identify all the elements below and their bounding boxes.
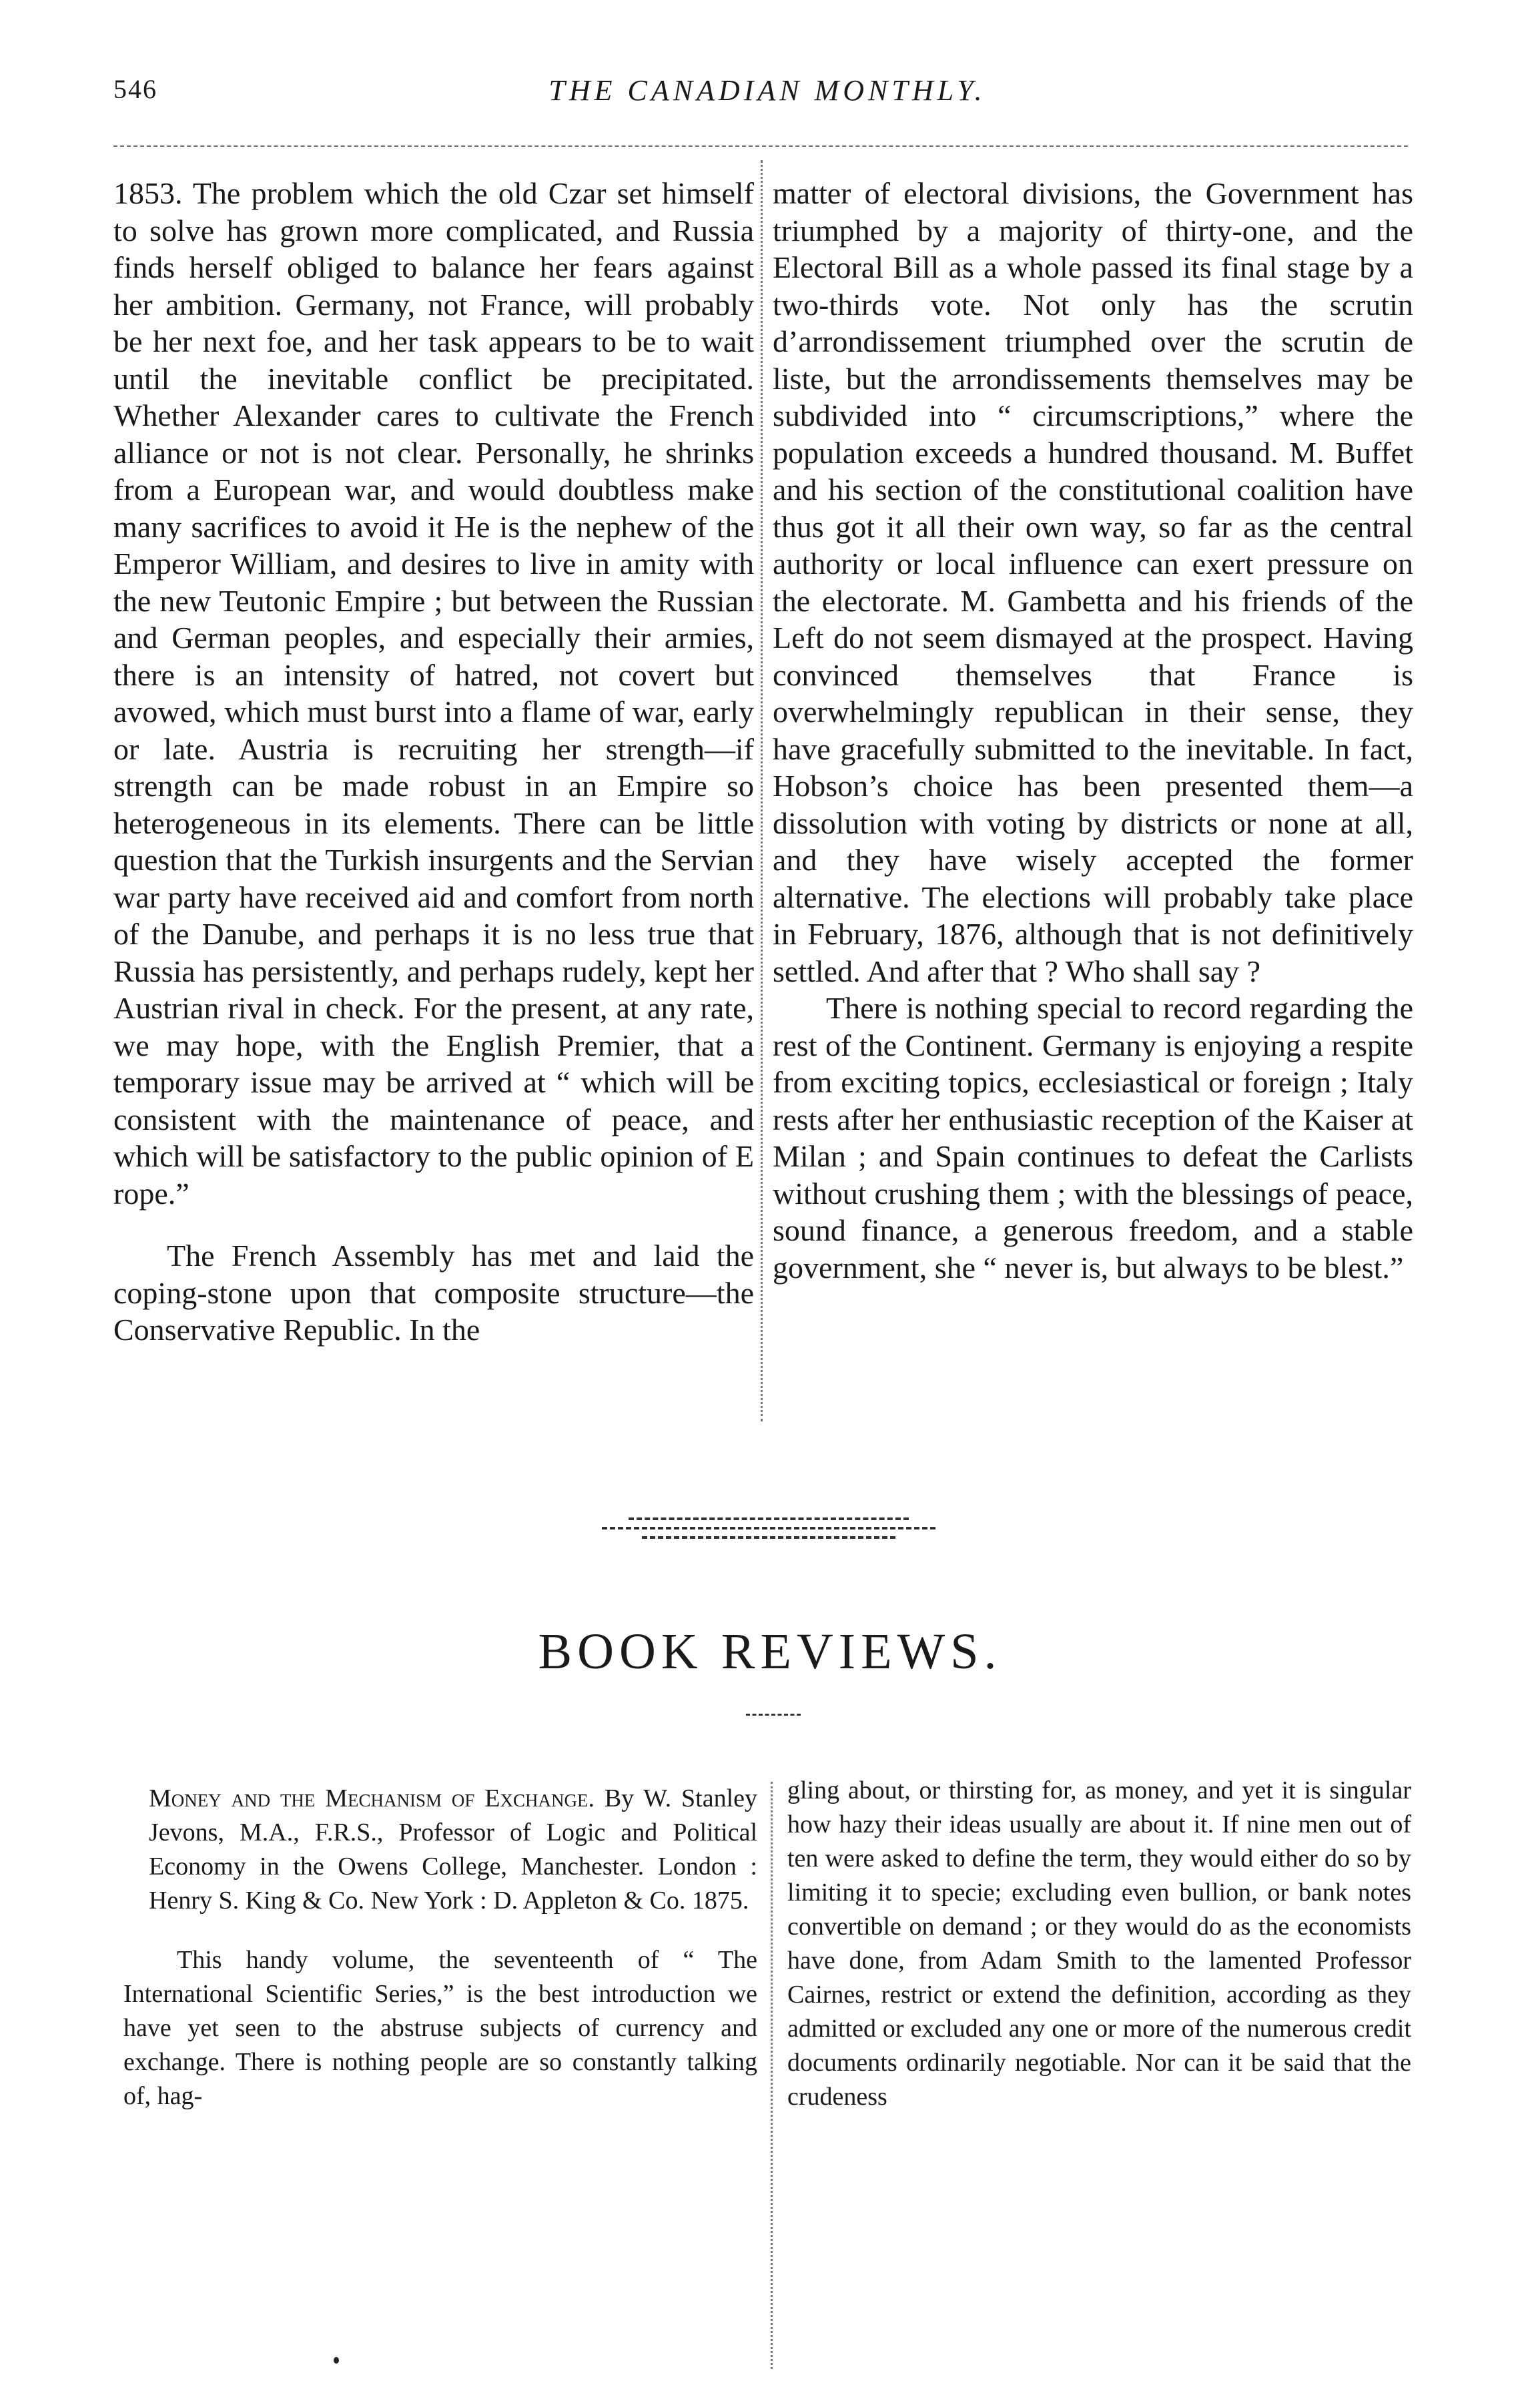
article-right-column [773, 175, 1413, 1286]
review-right-column [787, 1774, 1411, 2114]
section-title: BOOK REVIEWS. [538, 1624, 1002, 1680]
review-paragraph: gling about, or thirsting for, as money, and yet it is singular how hazy their ideas usually are about it. If nine men out of ten were asked to define the term, they would either do so by limiting it to specie; excluding even bullion, or bank notes convertible on demand ; or they would do as the economists have done, from Adam Smith to the lamented Professor Cairnes, restrict or extend the definition, according as they admitted or excluded any one or more of the numerous credit documents ordinarily negotiable. Nor can it be said that the crudeness [787, 1776, 1411, 2111]
article-paragraph: There is nothing special to record regarding the rest of the Continent. Germany is enjoying a respite from exciting topics, ecclesiastical or foreign ; Italy rests after her enthusiastic reception of the Kaiser at Milan ; and Spain continues to defeat the Carlists without crushing them ; with the blessings of peace, sound finance, a generous freedom, and a stable government, she “ never is, but always to be blest.” [773, 991, 1413, 1285]
review-heading: Money and the Mechanism of Exchange. [149, 1784, 595, 1812]
review-entry [123, 1782, 757, 1918]
page-number: 546 [113, 74, 157, 104]
page-header [113, 73, 1421, 127]
review-left-column [123, 1782, 757, 2113]
article-paragraph: matter of electoral divisions, the Government has triumphed by a majority of thirty-one, and the Electoral Bill as a whole passed its final stage by a two-thirds vote. Not only has the scrutin d’arrondissement triumphed over the scrutin de liste, but the arrondissements themselves may be subdivided into “ circumscriptions,” where the population exceeds a hundred thousand. M. Buffet and his section of the constitutional coalition have thus got it all their own way, so far as the central authority or local influence can exert pressure on the electorate. M. Gambetta and his friends of the Left do not seem dismayed at the prospect. Having convinced themselves that France is overwhelmingly republican in their sense, they have gracefully submitted to the inevitable. In fact, Hobson’s choice has been presented them—a dissolution with voting by districts or none at all, and they have wisely accepted the former alternative. The elections will probably take place in February, 1876, although that is not definitively settled. And after that ? Who shall say ? [773, 176, 1413, 988]
article-paragraph: 1853. The problem which the old Czar set himself to solve has grown more complicated, and Russia finds herself obliged to balance her fears against her ambition. Germany, not France, will probably be her next foe, and her task appears to be to wait until the inevitable conflict be precipitated. Whether Alexander cares to cultivate the French alliance or not is not clear. Personally, he shrinks from a European war, and would doubtless make many sacrifices to avoid it He is the nephew of the Emperor William, and desires to live in amity with the new Teutonic Empire ; but between the Russian and German peoples, and especially their armies, there is an intensity of hatred, not covert but avowed, which must burst into a flame of war, early or late. Austria is recruiting her strength—if strength can be made robust in an Empire so heterogeneous in its elements. There can be little question that the Turkish insurgents and the Servian war party have received aid and comfort from north of the Danube, and perhaps it is no less true that Russia has persistently, and perhaps rudely, kept her Austrian rival in check. For the present, at any rate, we may hope, with the English Premier, that a temporary issue may be arrived at “ which will be consistent with the maintenance of peace, and which will be satisfactory to the public opinion of E rope.” [113, 176, 754, 1211]
section-ornament [589, 1512, 949, 1542]
running-title: THE CANADIAN MONTHLY. [548, 74, 986, 107]
article-paragraph: The French Assembly has met and laid the coping-stone upon that composite structure—the Conservative Republic. In the [113, 1239, 754, 1347]
column-divider [771, 1782, 773, 2369]
review-citation: By W. Stanley Jevons, M.A., F.R.S., Professor of Logic and Political Economy in the Owens College, Manchester. London : Henry S. King & Co. New York : D. Appleton & Co. 1875. [149, 1784, 758, 1915]
ink-mark [334, 2357, 339, 2364]
column-divider [761, 160, 763, 1421]
review-paragraph: This handy volume, the seventeenth of “ The International Scientific Series,” is the best introduction we have yet seen to the abstruse subjects of currency and exchange. There is nothing people are so constantly talking of, hag- [123, 1946, 757, 2110]
section-title-rule [746, 1714, 801, 1716]
header-divider [113, 145, 1408, 147]
article-left-column [113, 175, 754, 1349]
